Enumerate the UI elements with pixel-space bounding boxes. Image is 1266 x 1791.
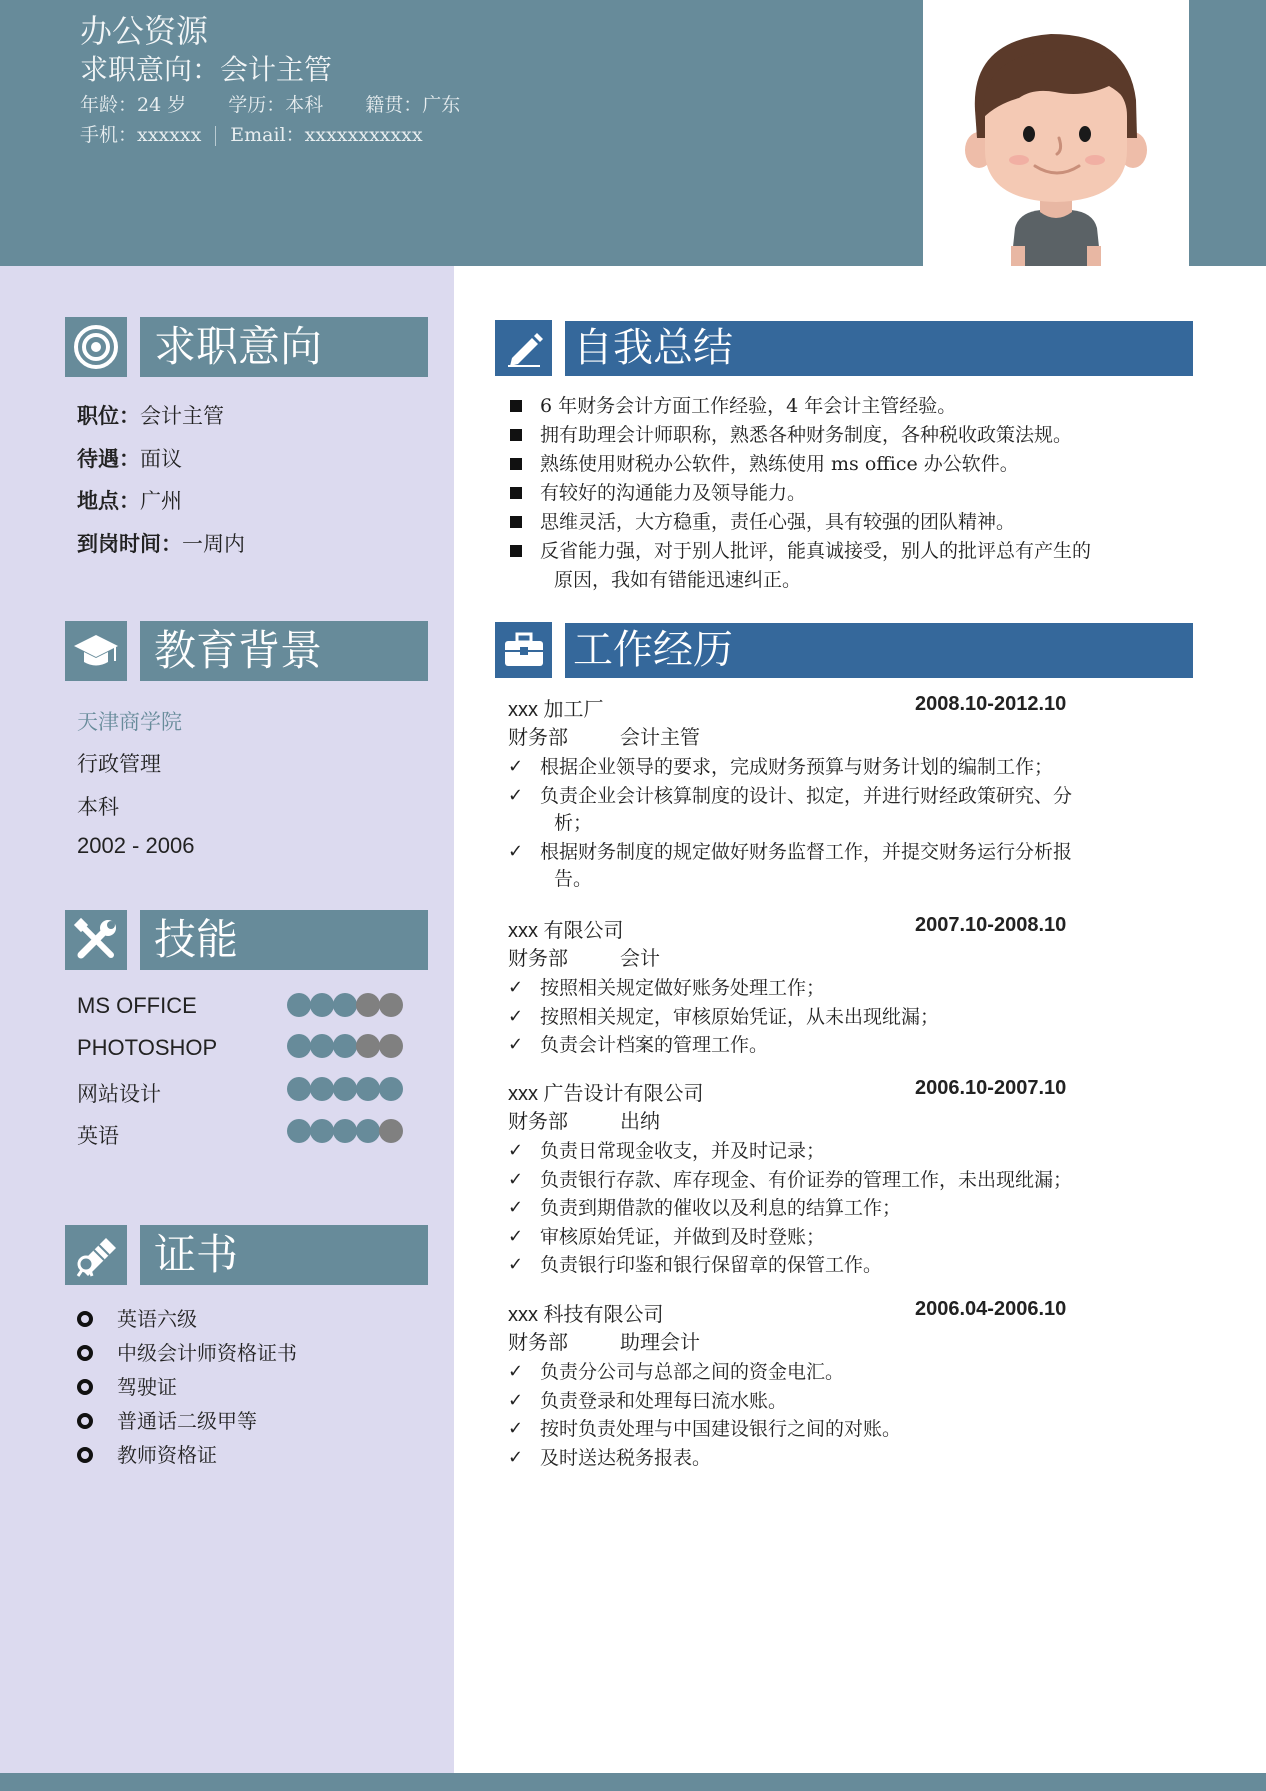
intent-start-time [77,528,245,558]
contact-divider [215,126,216,146]
rating-dot-empty [379,993,403,1017]
intent-value: 会计主管 [140,404,224,428]
ring-bullet-icon [77,1413,93,1429]
duty-line: 负责登录和处理每曰流水账。 [540,1389,788,1412]
skill-rating [287,1034,402,1058]
contact-info [80,120,423,147]
department: 财务部 [508,727,568,749]
duty-line: 负责到期借款的催收以及利息的结算工作； [540,1197,902,1219]
candidate-name: 办公资源 [80,12,209,50]
duty-line: 审核原始凭证，并做到及时登账； [540,1225,826,1248]
duty-line: 及时送达税务报表。 [540,1446,712,1469]
target-icon [65,317,127,377]
rating-dot-filled [287,1077,311,1101]
certificate-item [77,1371,177,1400]
intent-position [77,400,224,430]
ring-bullet-icon [77,1345,93,1361]
skill-name: 英语 [77,1124,119,1148]
summary-item: 6 年财务会计方面工作经验，4 年会计主管经验。 [508,392,1198,421]
rating-dot-filled [333,1077,357,1101]
certificate-label: 普通话二级甲等 [117,1409,257,1433]
department: 财务部 [508,1111,568,1133]
rating-dot-filled [379,1077,403,1101]
department: 财务部 [508,948,568,970]
duty-line: 负责分公司与总部之间的资金电汇。 [540,1361,845,1383]
rating-dot-empty [379,1119,403,1143]
duty-list [508,1358,1188,1472]
duty-item [508,1444,1188,1473]
intent-key: 职位： [77,404,140,428]
job-period: 2008.10-2012.10 [915,693,1067,715]
duty-line: 按照相关规定，审核原始凭证，从未出现纰漏； [540,1005,940,1028]
intent-key: 到岗时间： [77,532,182,556]
duty-item [508,1137,1188,1166]
phone: 手机：xxxxxx [80,124,202,146]
job-role [508,721,700,750]
rating-dot-filled [310,1034,334,1058]
summary-item: 有较好的沟通能力及领导能力。 [508,479,1198,508]
header-job-intent: 求职意向：会计主管 [80,53,333,86]
summary-line: 原因，我如有错能迅速纠正。 [554,569,802,591]
section-title-job-intent: 求职意向 [140,317,428,377]
duty-item [508,1194,1188,1223]
company-name: xxx 科技有限公司 [508,1304,664,1326]
section-title-summary: 自我总结 [565,321,1193,376]
company-name: xxx 加工厂 [508,699,604,721]
job-title: 会计主管 [620,727,700,749]
summary-item: 拥有助理会计师职称，熟悉各种财务制度，各种税收政策法规。 [508,421,1198,450]
certificate-item [77,1303,197,1332]
summary-list [508,392,1198,595]
duty-item [508,1223,1188,1252]
certificate-label: 驾驶证 [117,1375,177,1399]
duty-line: 负责银行印鉴和银行保留章的保管工作。 [540,1254,883,1276]
rating-dot-filled [287,1034,311,1058]
duty-item [508,1251,1188,1280]
duty-line: 根据企业领导的要求，完成财务预算与财务计划的编制工作； [540,756,1054,778]
basic-info [80,90,502,117]
job-period: 2006.10-2007.10 [915,1077,1067,1099]
certificate-label: 中级会计师资格证书 [117,1341,297,1365]
footer-bar [0,1773,1266,1791]
company-name: xxx 有限公司 [508,920,624,942]
section-title-education: 教育背景 [140,621,428,681]
duty-item [508,838,1188,894]
duty-item [508,782,1188,838]
duty-item [508,1031,1188,1060]
certificate-item [77,1439,217,1468]
ring-bullet-icon [77,1311,93,1327]
duty-item [508,1415,1188,1444]
ring-bullet-icon [77,1447,93,1463]
briefcase-icon [495,622,552,678]
job-role [508,1105,660,1134]
duty-item [508,753,1188,782]
intent-key: 地点： [77,489,140,513]
duty-item [508,974,1188,1003]
duty-line: 告。 [554,868,593,890]
certificate-item [77,1405,257,1434]
duty-list [508,1137,1188,1280]
rating-dot-filled [310,1119,334,1143]
rating-dot-filled [287,993,311,1017]
duty-item [508,1003,1188,1032]
intent-value: 广州 [140,489,182,513]
job-title: 出纳 [620,1111,660,1133]
rating-dot-filled [333,1034,357,1058]
duty-list [508,974,1188,1060]
summary-item: 思维灵活，大方稳重，责任心强，具有较强的团队精神。 [508,508,1198,537]
rating-dot-filled [310,1077,334,1101]
duty-line: 按时负责处理与中国建设银行之间的对账。 [540,1418,902,1440]
job-role [508,942,660,971]
tools-icon [65,910,127,970]
duty-line: 负责日常现金收支，并及时记录； [540,1140,826,1162]
hometown: 籍贯：广东 [365,94,461,116]
degree: 本科 [77,795,119,819]
job-title: 会计 [620,948,660,970]
intent-salary [77,443,182,473]
job-period: 2007.10-2008.10 [915,914,1067,936]
department: 财务部 [508,1332,568,1354]
company-name: xxx 广告设计有限公司 [508,1083,704,1105]
duty-line: 负责银行存款、库存现金、有价证券的管理工作，未出现纰漏； [540,1168,1073,1191]
school-name: 天津商学院 [77,710,182,734]
skill-rating [287,1119,402,1143]
rating-dot-filled [356,1077,380,1101]
rating-dot-filled [310,993,334,1017]
email: Email：xxxxxxxxxxx [230,124,423,146]
study-years: 2002 - 2006 [77,833,195,858]
duty-line: 按照相关规定做好账务处理工作； [540,977,826,999]
section-title-skills: 技能 [140,910,428,970]
summary-item: 熟练使用财税办公软件，熟练使用 ms office 办公软件。 [508,450,1198,479]
duty-item [508,1387,1188,1416]
rating-dot-filled [287,1119,311,1143]
major: 行政管理 [77,752,161,776]
duty-line: 析； [554,812,593,834]
rating-dot-filled [333,1119,357,1143]
rating-dot-filled [333,993,357,1017]
ring-bullet-icon [77,1379,93,1395]
left-sidebar [0,266,454,1773]
intent-key: 待遇： [77,447,140,471]
summary-item [508,537,1198,595]
rating-dot-empty [356,1034,380,1058]
certificate-item [77,1337,297,1366]
skill-name: PHOTOSHOP [77,1035,218,1060]
rating-dot-empty [379,1034,403,1058]
certificate-label: 教师资格证 [117,1443,217,1467]
skill-name: MS OFFICE [77,993,197,1018]
avatar [923,0,1189,266]
intent-value: 面议 [140,447,182,471]
age: 年龄：24 岁 [80,94,187,116]
job-title: 助理会计 [620,1332,700,1354]
graduation-cap-icon [65,621,127,681]
duty-list [508,753,1188,894]
duty-line: 负责企业会计核算制度的设计、拟定，并进行财经政策研究、分 [540,784,1073,807]
skill-name: 网站设计 [77,1082,161,1106]
section-title-experience: 工作经历 [565,623,1193,678]
certificate-label: 英语六级 [117,1307,197,1331]
skill-rating [287,1077,402,1101]
rating-dot-empty [356,993,380,1017]
intent-value: 一周内 [182,532,245,556]
summary-line: 反省能力强，对于别人批评，能真诚接受，别人的批评总有产生的 [540,540,1092,562]
duty-item [508,1166,1188,1195]
rating-dot-filled [356,1119,380,1143]
cartoon-avatar-icon [923,0,1189,266]
duty-line: 负责会计档案的管理工作。 [540,1034,769,1056]
pencil-icon [495,320,552,376]
job-period: 2006.04-2006.10 [915,1298,1067,1320]
skill-rating [287,993,402,1017]
duty-item [508,1358,1188,1387]
job-role [508,1326,700,1355]
diploma-icon [65,1225,127,1285]
education-level: 学历：本科 [228,94,324,116]
intent-location [77,485,182,515]
duty-line: 根据财务制度的规定做好财务监督工作，并提交财务运行分析报 [540,840,1073,863]
section-title-certificates: 证书 [140,1225,428,1285]
